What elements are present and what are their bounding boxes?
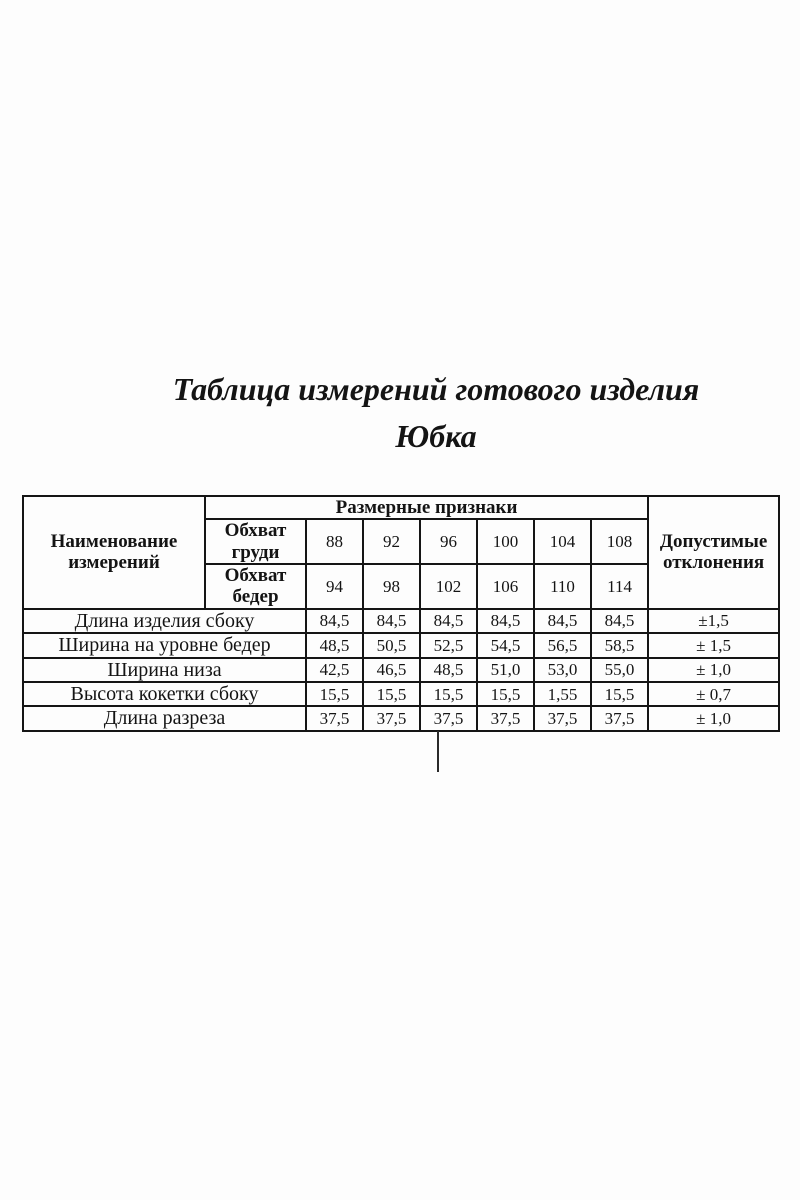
header-cell-deviations: Допустимые отклонения	[648, 496, 779, 609]
chest-size-cell: 108	[591, 519, 648, 564]
value-cell: 84,5	[534, 609, 591, 633]
value-cell: 50,5	[363, 633, 420, 657]
value-cell: 15,5	[420, 682, 477, 706]
value-cell: 54,5	[477, 633, 534, 657]
value-cell: 37,5	[306, 706, 363, 730]
deviation-cell: ±1,5	[648, 609, 779, 633]
header-cell-size-group: Размерные признаки	[205, 496, 648, 519]
value-cell: 37,5	[477, 706, 534, 730]
value-cell: 58,5	[591, 633, 648, 657]
measurement-table	[22, 495, 780, 732]
deviation-cell: ± 0,7	[648, 682, 779, 706]
value-cell: 48,5	[420, 658, 477, 682]
value-cell: 48,5	[306, 633, 363, 657]
row-label: Ширина на уровне бедер	[23, 633, 306, 657]
hip-size-cell: 106	[477, 564, 534, 609]
chest-size-cell: 88	[306, 519, 363, 564]
value-cell: 52,5	[420, 633, 477, 657]
hip-size-cell: 110	[534, 564, 591, 609]
value-cell: 55,0	[591, 658, 648, 682]
table-row	[23, 609, 779, 633]
value-cell: 84,5	[477, 609, 534, 633]
deviation-cell: ± 1,0	[648, 706, 779, 730]
table-header-row-group	[23, 496, 779, 519]
value-cell: 37,5	[420, 706, 477, 730]
header-cell-measurement-name: Наименование измерений	[23, 496, 205, 609]
value-cell: 15,5	[477, 682, 534, 706]
title-line-garment: Юбка	[395, 418, 477, 454]
value-cell: 15,5	[591, 682, 648, 706]
value-cell: 84,5	[363, 609, 420, 633]
row-label: Длина разреза	[23, 706, 306, 730]
chest-size-cell: 96	[420, 519, 477, 564]
row-label: Ширина низа	[23, 658, 306, 682]
value-cell: 46,5	[363, 658, 420, 682]
value-cell: 37,5	[363, 706, 420, 730]
chest-size-cell: 92	[363, 519, 420, 564]
value-cell: 84,5	[420, 609, 477, 633]
hip-size-cell: 102	[420, 564, 477, 609]
header-cell-chest-label: Обхват груди	[205, 519, 306, 564]
fold-mark-line	[437, 731, 439, 772]
value-cell: 15,5	[363, 682, 420, 706]
row-label: Высота кокетки сбоку	[23, 682, 306, 706]
chest-size-cell: 100	[477, 519, 534, 564]
value-cell: 37,5	[534, 706, 591, 730]
table-row	[23, 706, 779, 730]
value-cell: 37,5	[591, 706, 648, 730]
hip-size-cell: 114	[591, 564, 648, 609]
value-cell: 84,5	[306, 609, 363, 633]
document-title	[0, 366, 800, 460]
chest-size-cell: 104	[534, 519, 591, 564]
value-cell: 1,55	[534, 682, 591, 706]
value-cell: 51,0	[477, 658, 534, 682]
table-row	[23, 633, 779, 657]
table-row	[23, 682, 779, 706]
table-row	[23, 658, 779, 682]
header-cell-hip-label: Обхват бедер	[205, 564, 306, 609]
value-cell: 53,0	[534, 658, 591, 682]
hip-size-cell: 98	[363, 564, 420, 609]
value-cell: 84,5	[591, 609, 648, 633]
hip-size-cell: 94	[306, 564, 363, 609]
value-cell: 42,5	[306, 658, 363, 682]
value-cell: 56,5	[534, 633, 591, 657]
title-line-main: Таблица измерений готового изделия	[172, 371, 700, 407]
value-cell: 15,5	[306, 682, 363, 706]
deviation-cell: ± 1,5	[648, 633, 779, 657]
deviation-cell: ± 1,0	[648, 658, 779, 682]
row-label: Длина изделия сбоку	[23, 609, 306, 633]
